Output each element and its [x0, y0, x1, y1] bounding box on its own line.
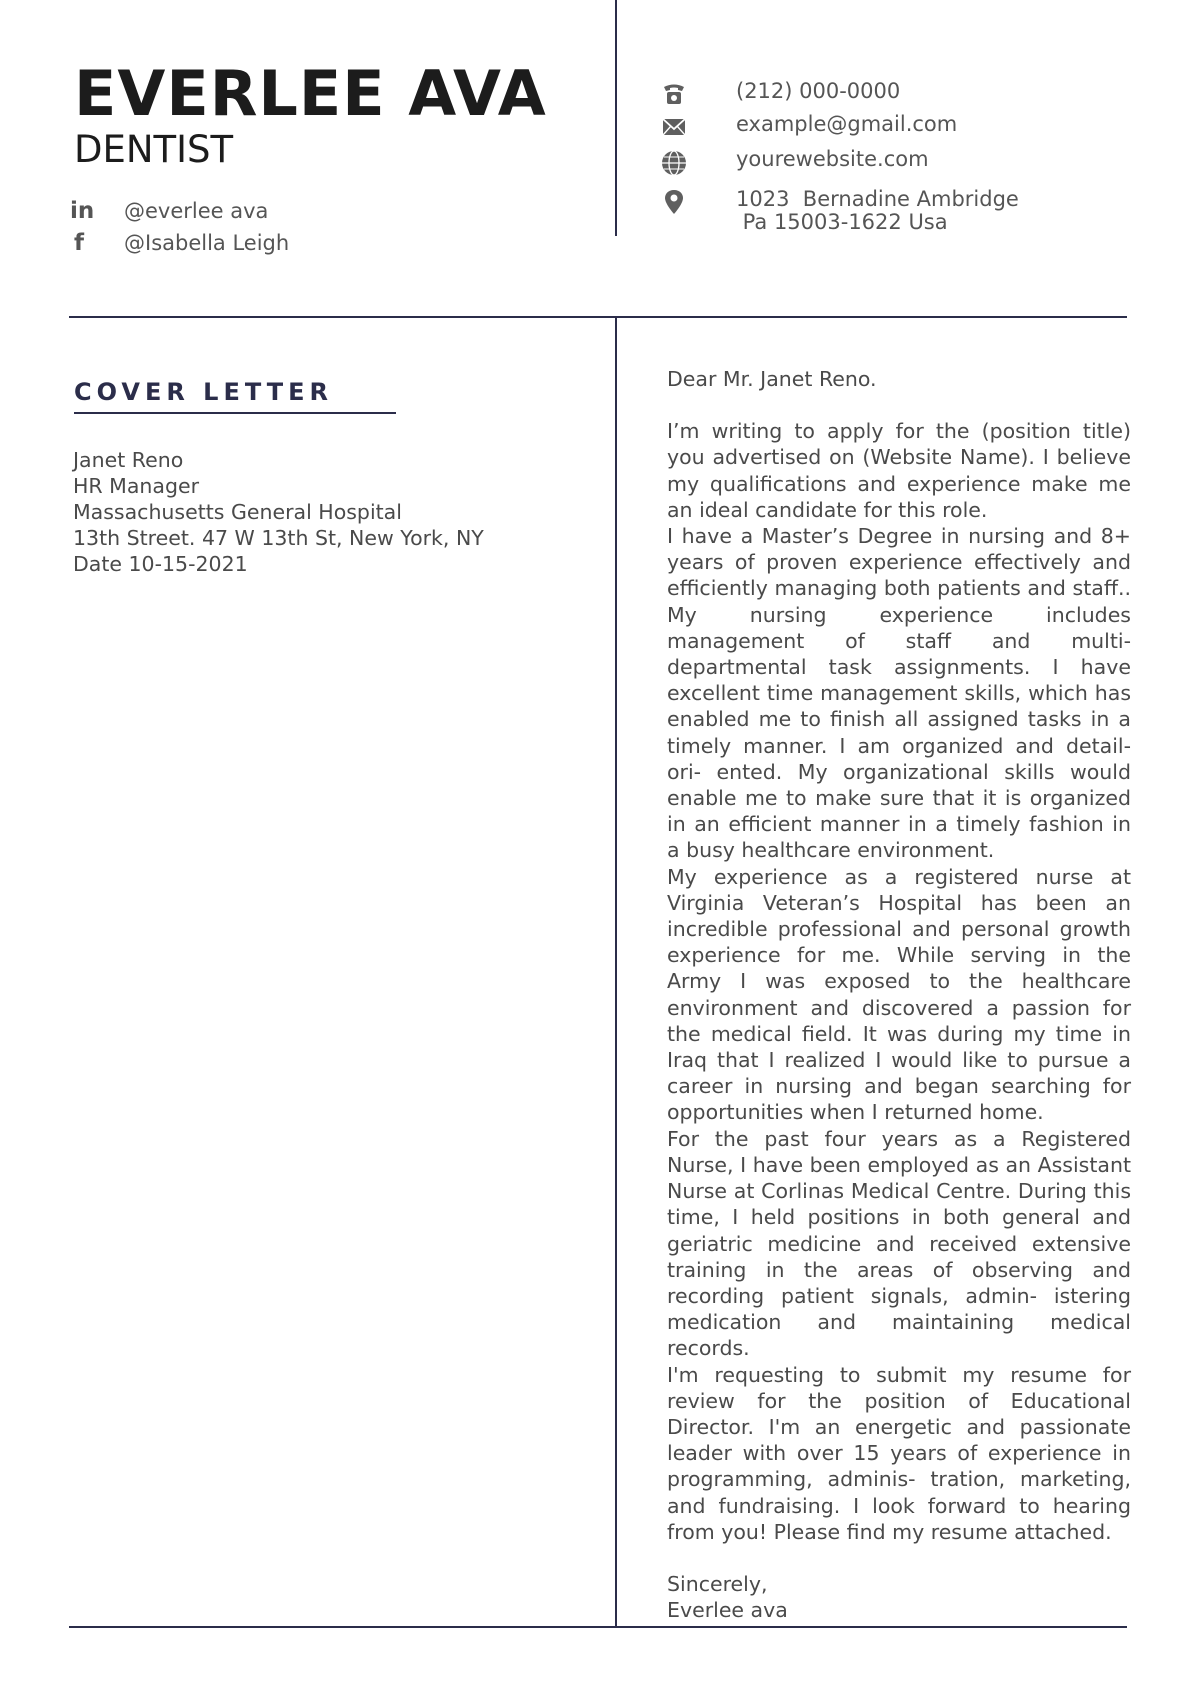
linkedin-handle: @everlee ava [124, 199, 269, 223]
letter-body [667, 366, 1131, 1623]
header-divider-horizontal [69, 316, 1127, 318]
closing: Sincerely, [667, 1571, 768, 1596]
letter-paragraph: I have a Master’s Degree in nursing and 8+ years of proven experience effectively and efficiently managing both patients and staff.. My nursing experience includes management of staff and multi-departmental task assignments. I have excellent time management skills, which has enabled me to finish all assigned tasks in a timely manner. I am organized and detail-ori- ented. My organizational skills would enable me to make sure that it is organized in an efficient manner in a timely fashion in a busy healthcare environment. [667, 524, 1131, 863]
footer-divider [69, 1626, 1127, 1628]
salutation: Dear Mr. Janet Reno. [667, 367, 877, 391]
signature: Everlee ava [667, 1598, 788, 1623]
section-heading: COVER LETTER [74, 378, 334, 406]
phone-icon [660, 80, 688, 108]
address-line-2: Pa 15003-1622 Usa [736, 210, 948, 234]
section-heading-underline [74, 412, 396, 414]
website-url: yourewebsite.com [736, 147, 929, 171]
location-pin-icon [660, 188, 688, 216]
phone-number: (212) 000-0000 [736, 79, 901, 103]
column-divider [615, 318, 617, 1627]
linkedin-icon: in [70, 198, 95, 224]
job-title: DENTIST [74, 128, 234, 171]
contact-website [660, 148, 929, 176]
contact-email [660, 113, 957, 141]
recipient-company: Massachusetts General Hospital [73, 500, 402, 524]
letter-paragraph: My experience as a registered nurse at Virginia Veteran’s Hospital has been an incredible professional and personal growth experience for me. While serving in the Army I was exposed to the healthcare environment and discovered a passion for the medical field. It was during my time in Iraq that I realized I would like to pursue a career in nursing and began searching for opportunities when I returned home. [667, 864, 1131, 1125]
globe-icon [660, 148, 688, 176]
letter-paragraph: I’m writing to apply for the (position title) you advertised on (Website Name). I believe my qualifications and experience make me an ideal candidate for this role. [667, 419, 1131, 522]
address-line-1: 1023 Bernadine Ambridge [736, 187, 1019, 211]
letter-paragraph: For the past four years as a Registered Nurse, I have been employed as an Assistant Nurse at Corlinas Medical Centre. During this time, I held positions in both general and geriatric medicine and received extensive training in the areas of observing and recording patient signals, admin- istering medication and maintaining medical records. [667, 1126, 1131, 1361]
letter-date: Date 10-15-2021 [73, 552, 248, 576]
email-address: example@gmail.com [736, 112, 958, 136]
contact-address [660, 188, 1019, 234]
address-block [736, 188, 1019, 234]
recipient-address: 13th Street. 47 W 13th St, New York, NY [73, 526, 484, 550]
social-facebook [70, 228, 289, 258]
candidate-name: EVERLEE AVA [74, 57, 547, 130]
facebook-handle: @Isabella Leigh [124, 231, 290, 255]
recipient-role: HR Manager [73, 474, 200, 498]
header-divider-vertical [615, 0, 617, 236]
letter-paragraph: I'm requesting to submit my resume for review for the position of Educational Director. I'm an energetic and passionate leader with over 15 years of experience in programming, adminis- tration, marketing, and fundraising. I look forward to hearing from you! Please find my resume attached. [667, 1362, 1131, 1544]
recipient-block [73, 447, 484, 577]
envelope-icon [660, 113, 688, 141]
social-linkedin [70, 196, 268, 226]
contact-phone [660, 80, 900, 108]
facebook-icon: f [74, 230, 85, 256]
recipient-name: Janet Reno [73, 448, 184, 472]
